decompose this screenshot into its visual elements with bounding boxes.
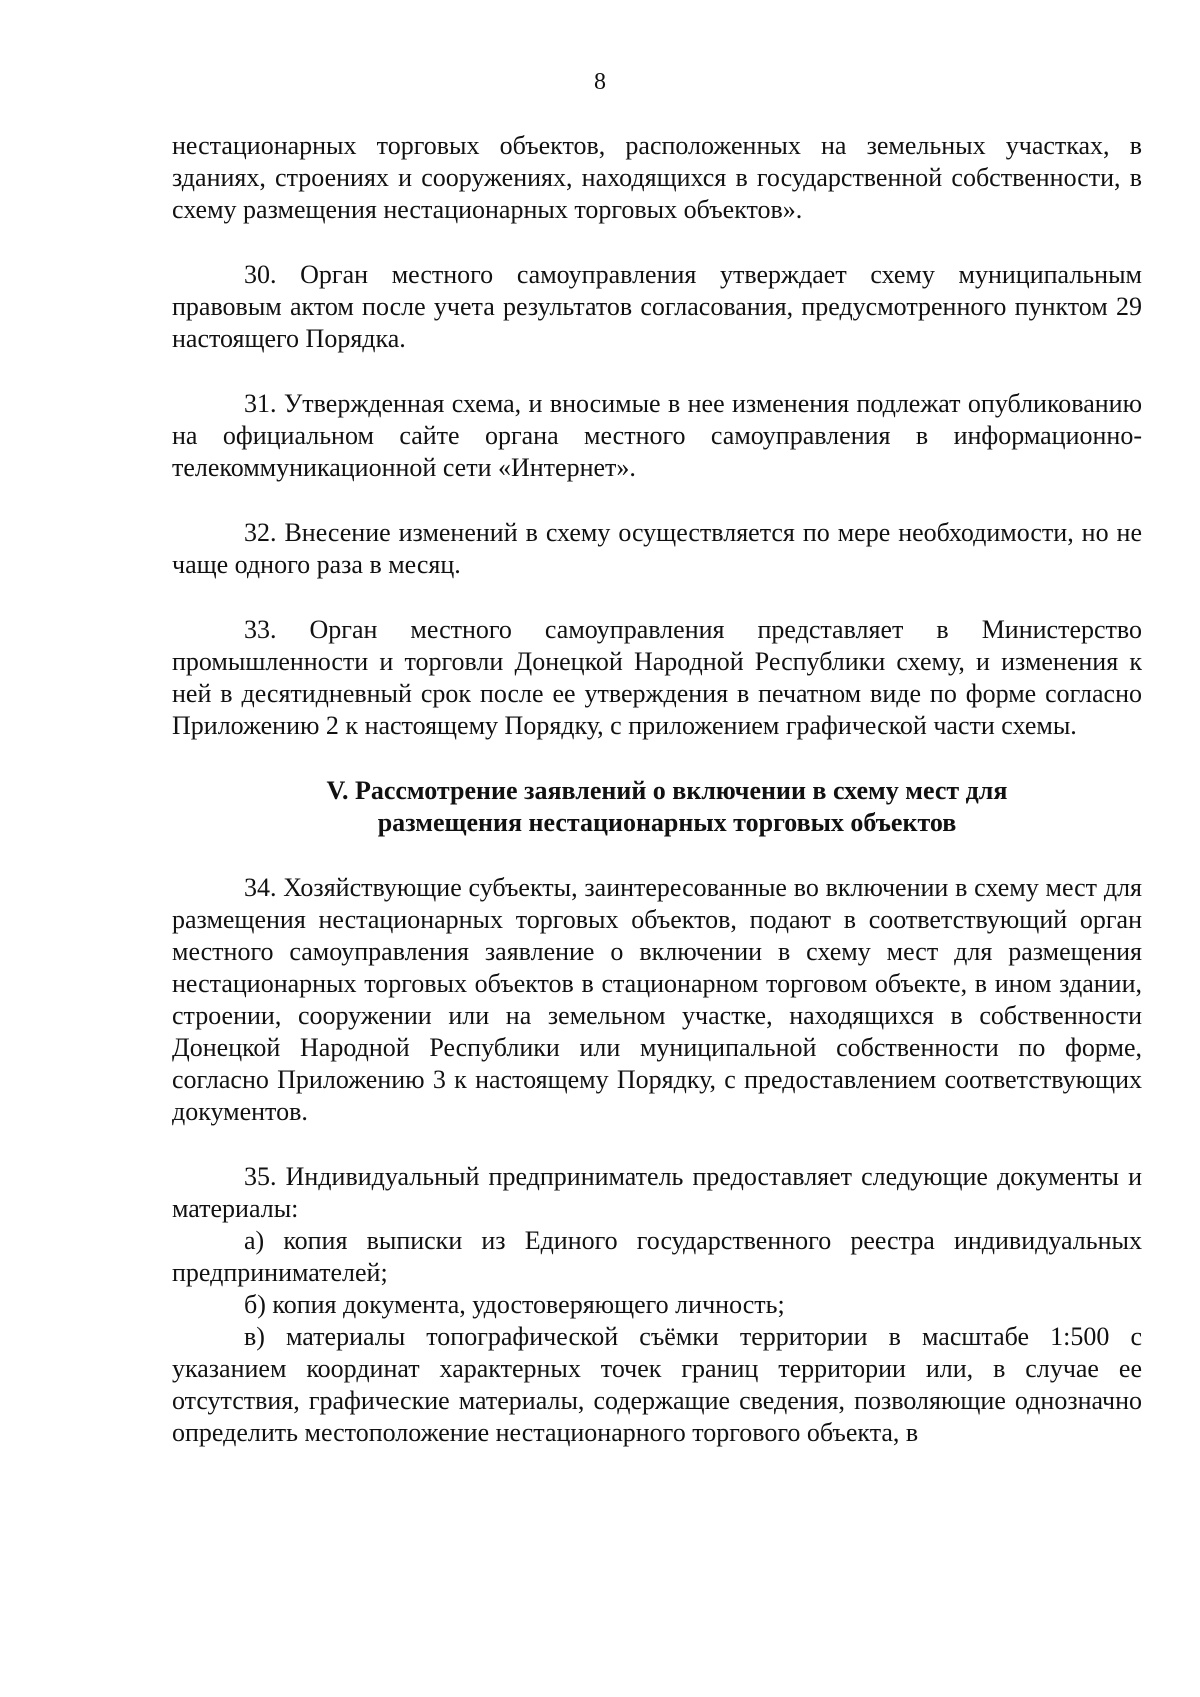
paragraph-34: 34. Хозяйствующие субъекты, заинтересованные во включении в схему мест для размещения нестационарных торговых объектов, подают в соответствующий орган местного самоуправления заявление о включении в схему мест для размещения нестационарных торговых объектов в стационарном торговом объекте, в ином здании, строении, сооружении или на земельном участке, находящихся в собственности Донецкой Народной Республики или муниципальной собственности по форме, согласно Приложению 3 к настоящему Порядку, с предоставлением соответствующих документов. bbox=[172, 873, 1142, 1126]
section-heading bbox=[172, 775, 1142, 839]
page-number: 8 bbox=[594, 69, 606, 95]
paragraph-30: 30. Орган местного самоуправления утверждает схему муниципальным правовым актом после учета результатов согласования, предусмотренного пунктом 29 настоящего Порядка. bbox=[172, 260, 1142, 353]
paragraph-31: 31. Утвержденная схема, и вносимые в нее изменения подлежат опубликованию на официальном сайте органа местного самоуправления в информационно-телекоммуникационной сети «Интернет». bbox=[172, 389, 1142, 482]
paragraph-35-a: а) копия выписки из Единого государственного реестра индивидуальных предпринимателей; bbox=[172, 1226, 1142, 1287]
paragraph-35-b: б) копия документа, удостоверяющего личность; bbox=[244, 1290, 785, 1319]
paragraph-32: 32. Внесение изменений в схему осуществляется по мере необходимости, но не чаще одного раза в месяц. bbox=[172, 518, 1142, 579]
document-body bbox=[172, 130, 1142, 1449]
section-heading-line-1: V. Рассмотрение заявлений о включении в схему мест для bbox=[326, 776, 1008, 805]
paragraph-35: 35. Индивидуальный предприниматель предоставляет следующие документы и материалы: bbox=[172, 1162, 1142, 1223]
section-heading-line-2: размещения нестационарных торговых объектов bbox=[377, 808, 957, 837]
continuation-paragraph: нестационарных торговых объектов, расположенных на земельных участках, в зданиях, строениях и сооружениях, находящихся в государственной собственности, в схему размещения нестационарных торговых объектов». bbox=[172, 131, 1142, 224]
paragraph-33: 33. Орган местного самоуправления представляет в Министерство промышленности и торговли Донецкой Народной Республики схему, и изменения к ней в десятидневный срок после ее утверждения в печатном виде по форме согласно Приложению 2 к настоящему Порядку, с приложением графической части схемы. bbox=[172, 615, 1142, 740]
paragraph-35-v: в) материалы топографической съёмки территории в масштабе 1:500 с указанием координат характерных точек границ территории или, в случае ее отсутствия, графические материалы, содержащие сведения, позволяющие однозначно определить местоположение нестационарного торгового объекта, в bbox=[172, 1322, 1142, 1447]
